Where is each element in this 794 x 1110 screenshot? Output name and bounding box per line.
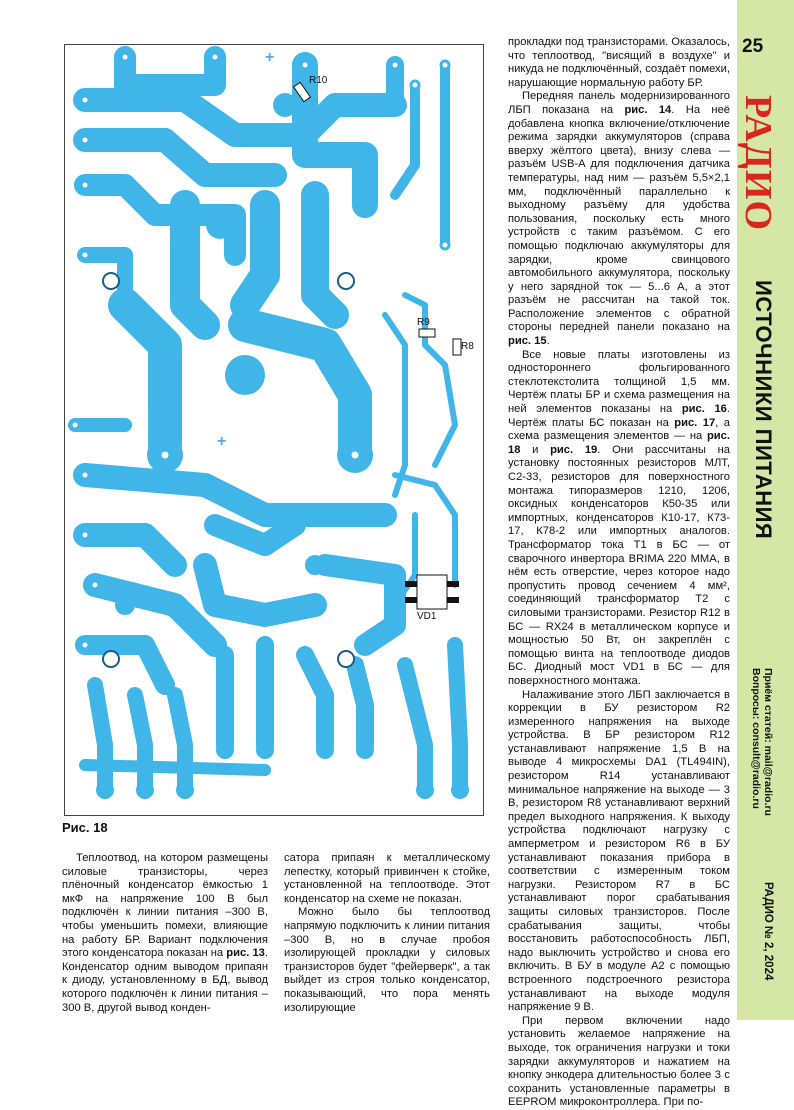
paragraph: Передняя панель модернизированного ЛБП показана на рис. 14. На неё добавлена кнопка включение/отключение режима зарядки аккумуляторов (справа вверху жёлтого цвета), внизу слева — разъём USB-A для подключения датчика температуры, над ним — разъём 5,5×2,1 мм, подключённый параллельно к выходному разъёму для удобства пользования, поскольку есть много устройств с таким разъёмом. С его помощью подключаю аккумуляторы для зарядки, кроме свинцового автомобильного аккумулятора, поскольку у него зарядной ток — 5...6 А, а этот разъём не рассчитан на такой ток. Расположение элементов с обратной стороны передней панели показано на рис. 15.: [508, 90, 731, 348]
pcb-traces: [65, 45, 483, 815]
contact-line: Приём статей: mail@radio.ru: [762, 668, 774, 816]
label-vd1: VD1: [417, 611, 437, 622]
column-right: [508, 36, 730, 1110]
label-r8: R8: [461, 341, 474, 352]
contact-line: Вопросы: consult@radio.ru: [750, 668, 762, 809]
paragraph: Налаживание этого ЛБП заключается в коррекции в БУ резистором R2 измеренного напряжения на выходе устройства. В БР резистором R12 устанавливают напряжение 1,5 В на выводе 4 микросхемы DA1 (TL494IN), резистором R14 устанавливают минимальное напряжение на выходе — 3 В, резистором R8 устанавливают верхний предел выходного напряжения. К выходу устройства подключают нагрузку с амперметром и резистором R6 в БУ устанавливают показания прибора в соответствии с измеренным током нагрузки. Резистором R7 в БС устанавливают порог срабатывания защиты силовых транзисторов. После срабатывания защиты, чтобы восстановить работоспособность ЛБП, надо выключить устройство и снова его включить. В БУ в модуле А2 с помощью встроенного подстроечного резистора устанавливают на выходе модуля напряжение 9 В.: [508, 688, 730, 1014]
label-plus-top: +: [265, 49, 275, 66]
contact-info: [750, 668, 774, 816]
page-number: 25: [742, 36, 764, 57]
figure-ref: рис. 18: [508, 430, 730, 456]
issue-label: РАДИО № 2, 2024: [762, 882, 774, 981]
paragraph: Можно было бы теплоотвод напрямую подключить к линии питания –300 В, но в случае пробоя изолирующей прокладки у силовых транзисторов будет "фейерверк", а так выйдет из строя только конденсатор, показывающий, что пора менять изолирующие: [284, 906, 490, 1014]
paragraph: прокладки под транзисторами. Оказалось, что теплоотвод, "висящий в воздухе" и никуда не подключённый, создаёт помехи, нарушающие нормальную работу БР.: [508, 36, 731, 89]
figure-ref: рис. 19: [550, 443, 598, 456]
figure-ref: рис. 17: [674, 416, 716, 429]
column-left: [62, 852, 268, 1015]
paragraph: При первом включении надо установить желаемое напряжение на выходе, ток ограничения нагрузки и токи зарядки аккумуляторов и нажатием на кнопку энкодера длительностью более 3 с сохранить установленные параметры в EEPROM микроконтроллера. При по-: [508, 1014, 730, 1109]
figure-ref: рис. 13: [226, 947, 265, 960]
figure-ref: рис. 14: [624, 103, 672, 116]
paragraph: сатора припаян к металлическому лепестку, который привинчен к стойке, установленной на теплоотводе. Этот конденсатор на схеме не показан.: [284, 852, 490, 905]
label-plus-mid: +: [217, 433, 227, 450]
paragraph: Все новые платы изготовлены из одностороннего фольгированного стеклотекстолита толщиной 1,5 мм. Чертёж платы БР и схема размещения на ней элементов показаны на рис. 16. Чертёж платы БС показан на рис. 17, а схема размещения элементов — на рис. 18 и рис. 19. Они рассчитаны на установку постоянных резисторов МЛТ, С2-33, резисторов для поверхностного монтажа типоразмеров 1210, 1206, оксидных конденсаторов К50-35 или импортных, конденсаторов К10-17, К73-17, К78-2 или импортных аналогов. Трансформатор тока Т1 в БС — от сварочного инвертора BRIMA 220 MMA, в нём есть отверстие, через которое надо пропустить провод сечением 4 мм², соединяющий трансформатор Т2 с силовыми транзисторами. Резистор R12 в БС — RX24 в металлическом корпусе и мощностью 50 Вт, он закреплён с помощью винта на теплоотводе диодов БС. Диодный мост VD1 в БС — для поверхностного монтажа.: [508, 348, 731, 687]
figure-ref: рис. 16: [681, 403, 727, 416]
section-title: ИСТОЧНИКИ ПИТАНИЯ: [751, 280, 776, 540]
column-middle: [284, 852, 490, 1015]
label-r9: R9: [417, 317, 430, 328]
label-r10: R10: [309, 75, 328, 86]
figure-caption: Рис. 18: [62, 820, 108, 835]
figure-ref: рис. 15: [508, 335, 547, 348]
radio-logo: РАДИО: [737, 95, 779, 232]
pcb-figure: [64, 44, 484, 816]
paragraph: Теплоотвод, на котором размещены силовые транзисторы, через плёночный конденсатор ёмкостью 1 мкФ на напряжение 100 В был подключён к линии питания –300 В, чтобы уменьшить помехи, влияющие на работу БР. Вариант подключения этого конденсатора показан на рис. 13. Конденсатор одним выводом припаян к диоду, установленному в БД, вывод которого подключён к линии питания –300 В, другой вывод конден-: [62, 852, 269, 1014]
